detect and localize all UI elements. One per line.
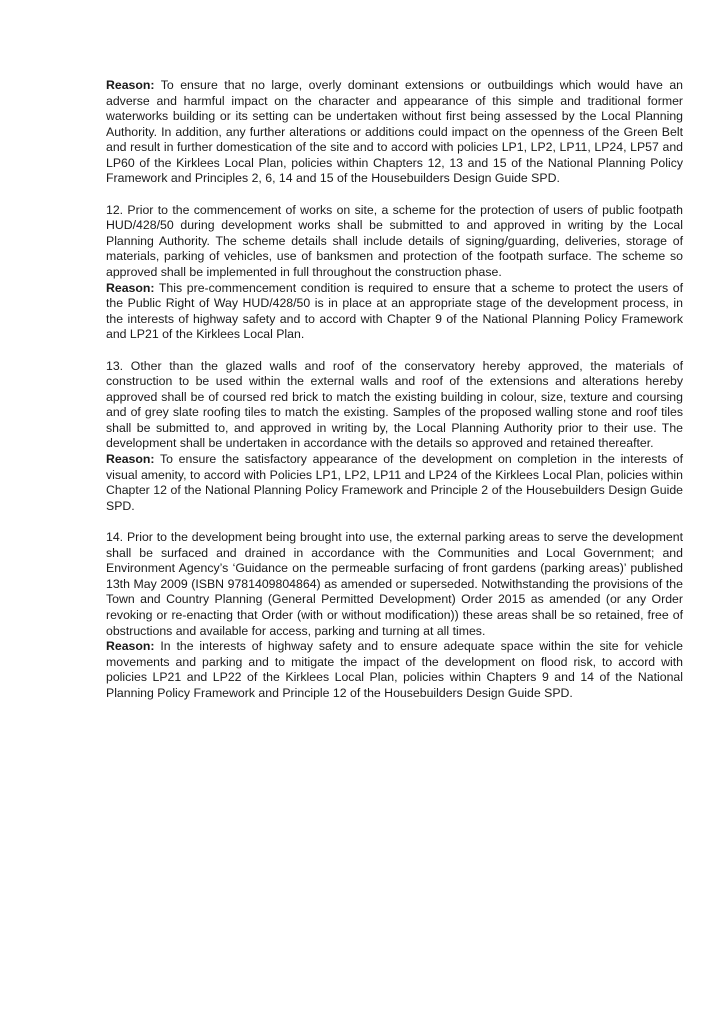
reason-paragraph bbox=[106, 281, 683, 343]
condition-text: 12. Prior to the commencement of works on site, a scheme for the protection of users of public footpath HUD/428/50 during development works shall be submitted to and approved in writing by the Local Planning Authority. The scheme details shall include details of signing/guarding, deliveries, storage of materials, parking of vehicles, use of banksmen and protection of the footpath surface. The scheme so approved shall be implemented in full throughout the construction phase. bbox=[106, 202, 683, 280]
reason-label: Reason: bbox=[106, 280, 155, 295]
reason-label: Reason: bbox=[106, 639, 155, 654]
reason-paragraph bbox=[106, 452, 683, 514]
condition-13-block bbox=[106, 359, 683, 514]
reason-text: To ensure the satisfactory appearance of the development on completion in the interests of visual amenity, to accord with Policies LP1, LP2, LP11 and LP24 of the Kirklees Local Plan, policies within Chapter 12 of the National Planning Policy Framework and Principle 2 of the Housebuilders Design Guide SPD. bbox=[106, 452, 683, 513]
reason-text: In the interests of highway safety and to ensure adequate space within the site for vehicle movements and parking and to mitigate the impact of the development on flood risk, to accord with policies LP21 and LP22 of the Kirklees Local Plan, policies within Chapters 9 and 14 of the National Planning Policy Framework and Principle 12 of the Housebuilders Design Guide SPD. bbox=[106, 639, 683, 700]
condition-text: 14. Prior to the development being brought into use, the external parking areas to serve the development shall be surfaced and drained in accordance with the Communities and Local Government; and Environment Agency’s ‘Guidance on the permeable surfacing of front gardens (parking areas)’ published 13th May 2009 (ISBN 9781409804864) as amended or superseded. Notwithstanding the provisions of the Town and Country Planning (General Permitted Development) Order 2015 as amended (or any Order revoking or re-enacting that Order (with or without modification)) these areas shall be so retained, free of obstructions and available for access, parking and turning at all times. bbox=[106, 530, 683, 638]
reason-label: Reason: bbox=[106, 452, 155, 467]
condition-text: 13. Other than the glazed walls and roof of the conservatory hereby approved, the materials of construction to be used within the external walls and roof of the extensions and alterations hereby approved shall be of coursed red brick to match the existing building in colour, size, texture and coursing and of grey slate roofing tiles to match the existing. Samples of the proposed walling stone and roof tiles shall be submitted to, and approved in writing by, the Local Planning Authority prior to their use. The development shall be undertaken in accordance with the details so approved and retained thereafter. bbox=[106, 358, 683, 451]
reason-text: This pre-commencement condition is required to ensure that a scheme to protect the users of the Public Right of Way HUD/428/50 is in place at an appropriate stage of the development process, in the interests of highway safety and to accord with Chapter 9 of the National Planning Policy Framework and LP21 of the Kirklees Local Plan. bbox=[106, 280, 683, 342]
reason-paragraph bbox=[106, 639, 683, 701]
document-body bbox=[106, 78, 683, 717]
condition-12-block bbox=[106, 203, 683, 343]
reason-paragraph bbox=[106, 78, 683, 187]
reason-text: To ensure that no large, overly dominant extensions or outbuildings which would have an adverse and harmful impact on the character and appearance of this simple and traditional former waterworks building or its setting can be undertaken without first being assessed by the Local Planning Authority. In addition, any further alterations or additions could impact on the openness of the Green Belt and result in further domestication of the site and to accord with policies LP1, LP2, LP11, LP24, LP57 and LP60 of the Kirklees Local Plan, policies within Chapters 12, 13 and 15 of the National Planning Policy Framework and Principles 2, 6, 14 and 15 of the Housebuilders Design Guide SPD. bbox=[106, 78, 683, 186]
reason-label: Reason: bbox=[106, 78, 155, 92]
intro-reason-block bbox=[106, 78, 683, 187]
condition-14-block bbox=[106, 530, 683, 701]
